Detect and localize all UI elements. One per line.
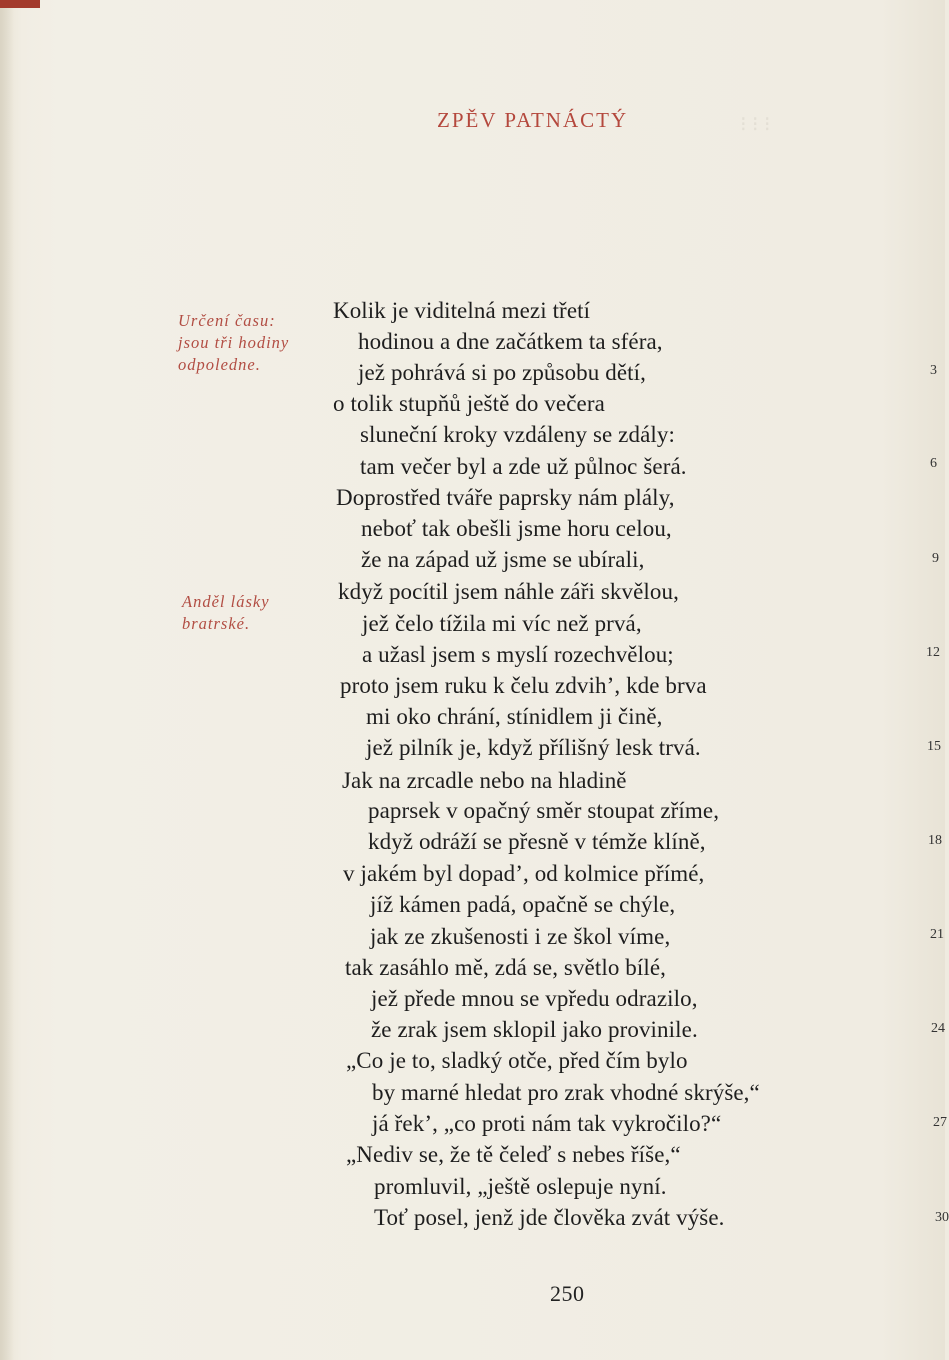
line-number: 12 [926,645,940,660]
verse-line: neboť tak obešli jsme horu celou, [361,516,672,541]
line-number: 21 [930,927,944,942]
verse-line: „Nediv se, že tě čeleď s nebes říše,“ [346,1142,681,1167]
verse-line: že zrak jsem sklopil jako provinile. [371,1017,698,1042]
verse-line: tam večer byl a zde už půlnoc šerá. [360,454,687,479]
verse-line: Kolik je viditelná mezi třetí [333,298,591,323]
page-number: 250 [550,1281,585,1306]
margin-note-line: jsou tři hodiny [178,333,290,352]
verse-line: promluvil, „ještě oslepuje nyní. [374,1174,667,1199]
margin-note-line: odpoledne. [178,355,261,374]
verse-line: Toť posel, jenž jde člověka zvát výše. [374,1205,725,1230]
verse-line: já řek’, „co proti nám tak vykročilo?“ [372,1111,722,1136]
verse-line: Jak na zrcadle nebo na hladině [342,768,627,793]
verse-line: jež čelo tížila mi víc než prvá, [362,611,642,636]
line-number: 18 [928,833,942,848]
verse-line: v jakém byl dopad’, od kolmice přímé, [343,861,705,886]
chapter-title: ZPĚV PATNÁCTÝ [437,108,629,132]
verse-line: jež přede mnou se vpředu odrazilo, [371,986,698,1011]
verse-line: proto jsem ruku k čelu zdvih’, kde brva [340,673,707,698]
verse-line: jíž kámen padá, opačně se chýle, [370,892,676,917]
verse-line: když odráží se přesně v témže klíně, [368,829,706,854]
verse-line: tak zasáhlo mě, zdá se, světlo bílé, [345,955,667,980]
verse-line: Doprostřed tváře paprsky nám plály, [336,485,675,510]
line-number: 6 [930,456,937,471]
verse-line: jež pohrává si po způsobu dětí, [358,360,646,385]
verse-line: by marné hledat pro zrak vhodné skrýše,“ [372,1080,760,1105]
verse-line: o tolik stupňů ještě do večera [333,391,605,416]
verse-line: že na západ už jsme se ubírali, [361,547,645,572]
margin-note-line: bratrské. [182,614,251,633]
verse-line: mi oko chrání, stínidlem ji čině, [366,704,663,729]
line-number: 15 [927,739,941,754]
verse-line: hodinou a dne začátkem ta sféra, [358,329,663,354]
line-number: 24 [931,1021,945,1036]
margin-note-line: Určení času: [178,311,276,330]
verse-line: paprsek v opačný směr stoupat zříme, [368,798,720,823]
verse-line: sluneční kroky vzdáleny se zdály: [360,422,675,447]
margin-note-line: Anděl lásky [182,592,270,611]
line-number: 3 [930,363,937,378]
verse-line: a užasl jsem s myslí rozechvělou; [362,642,674,667]
verse-line: když pocítil jsem náhle záři skvělou, [338,579,679,604]
verse-line: „Co je to, sladký otče, před čím bylo [346,1048,688,1073]
verse-line: jež pilník je, když přílišný lesk trvá. [366,735,701,760]
bleed-through-text: ⁝ ⁝ ⁝ [740,112,771,136]
verse-line: jak ze zkušenosti i ze škol víme, [370,924,671,949]
line-number: 30 [935,1210,949,1225]
line-number: 27 [933,1115,947,1130]
line-number: 9 [932,551,939,566]
